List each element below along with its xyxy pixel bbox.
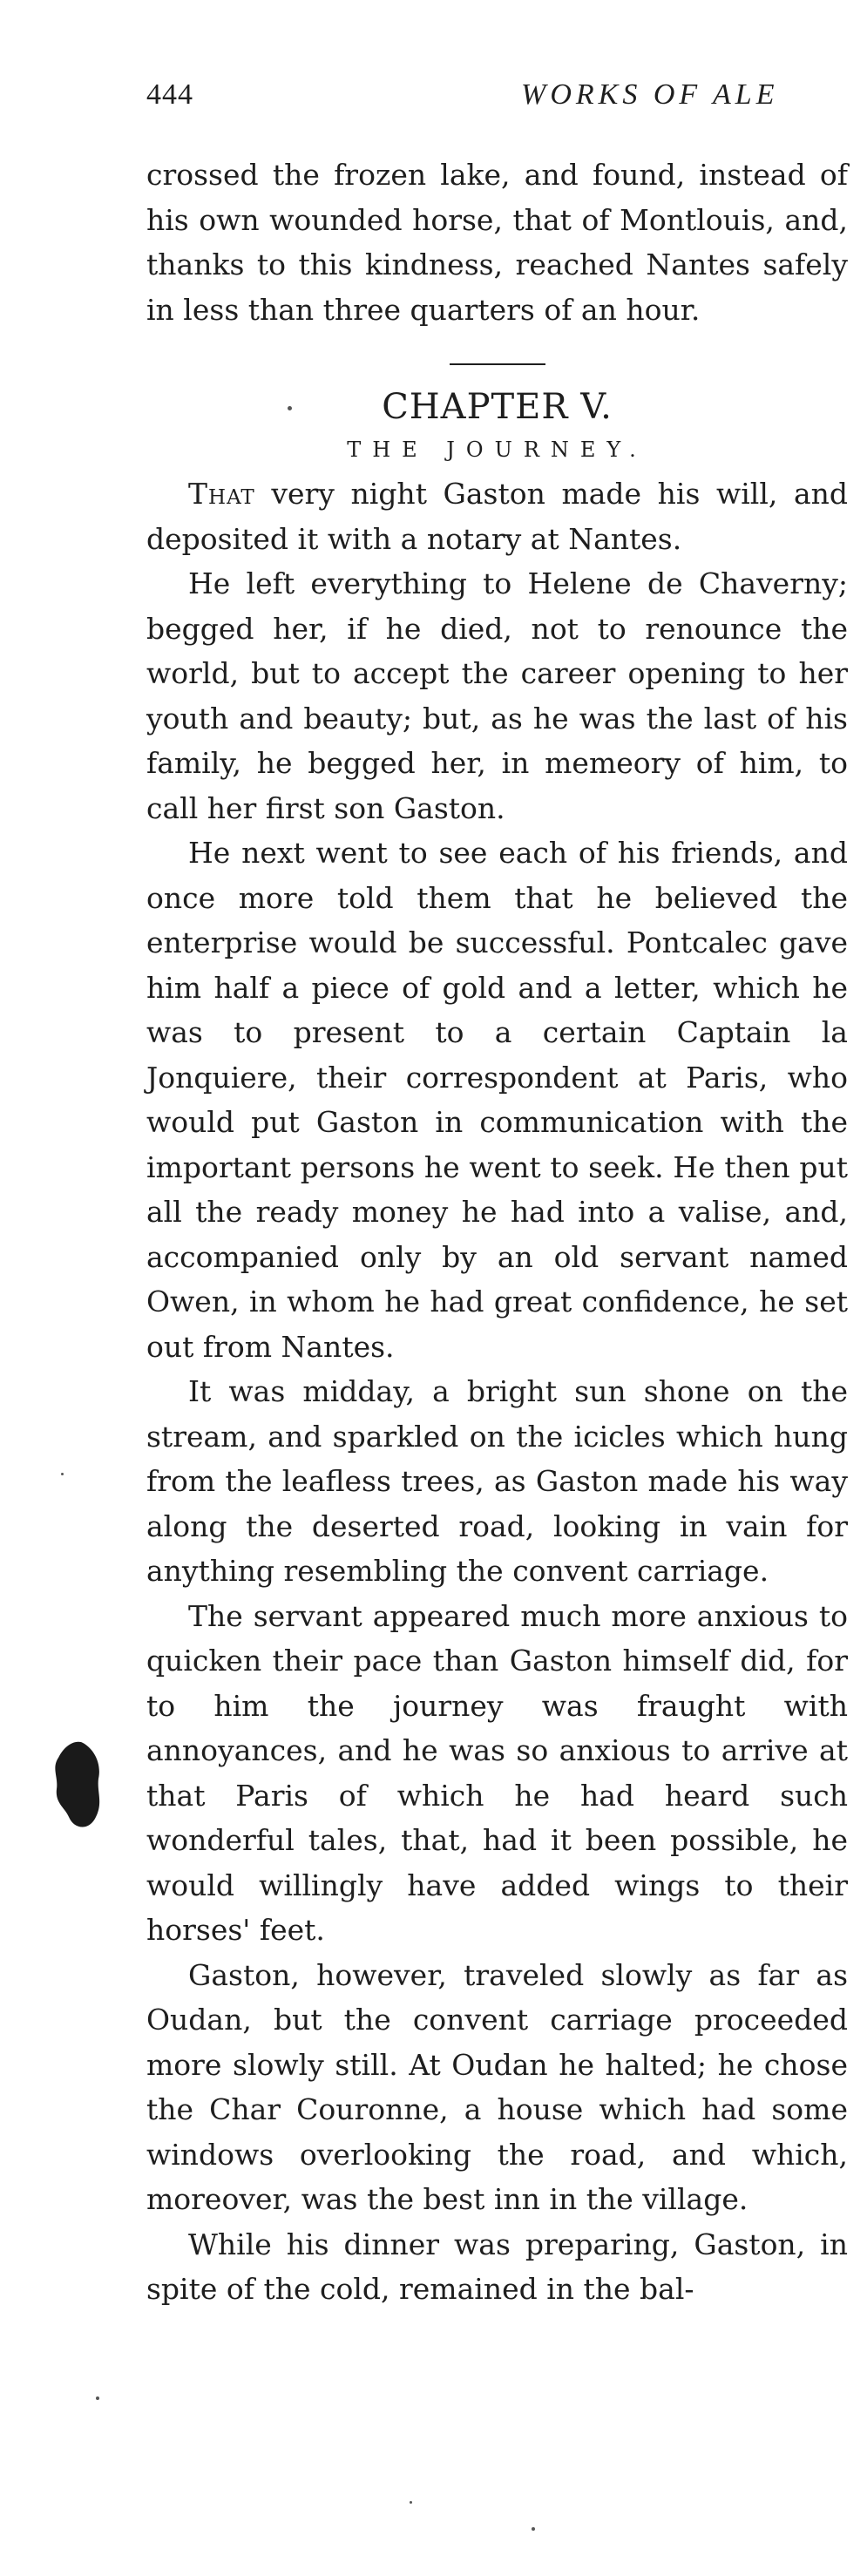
paper-speck [96, 2396, 99, 2400]
paper-speck [410, 2501, 412, 2504]
page-number: 444 [146, 78, 193, 111]
chapter-first-paragraph [146, 471, 848, 561]
section-divider [450, 363, 545, 365]
paragraph: He left everything to Helene de Chaverny; begged her, if he died, not to renounce the world, but to accept the career opening to her youth and beauty; but, as he was the last of his family, he begged her, in memeory of him, to call her first son Gaston. [146, 566, 848, 825]
body-text [146, 153, 848, 2312]
running-title: WORKS OF ALE [521, 78, 779, 111]
ink-blot-mark [48, 1739, 109, 1834]
paper-speck [288, 406, 292, 410]
paper-speck [532, 2527, 535, 2531]
paragraph: The servant appeared much more anxious to quicken their pace than Gaston himself did, for to him the journey was fraught with annoyances, and he was so anxious to arrive at that Paris of which he had heard such wonderful tales, that, had it been possible, he would willingly have added wings to their horses' feet. [146, 1598, 848, 1947]
chapter-heading: CHAPTER V. [382, 387, 613, 427]
first-paragraph-text: very night Gaston made his will, and deposited it with a notary at Nantes. [146, 477, 848, 556]
paragraph: It was midday, a bright sun shone on the stream, and sparkled on the icicles which hung from the leafless trees, as Gaston made his way along the deserted road, looking in vain for anything resembling the convent carriage. [146, 1374, 848, 1588]
paragraph: While his dinner was preparing, Gaston, in spite of the cold, remained in the bal- [146, 2227, 848, 2306]
paper-speck [61, 1473, 64, 1475]
drop-lead-word: That [188, 477, 255, 511]
chapter-subtitle: THE JOURNEY. [347, 437, 647, 462]
paragraph: Gaston, however, traveled slowly as far as Oudan, but the convent carriage proceeded more slowly still. At Oudan he halted; he chose the Char Couronne, a house which had some windows overlooking the road, and which, moreover, was the best inn in the village. [146, 1957, 848, 2216]
paragraph: He next went to see each of his friends, and once more told them that he believed the enterprise would be successful. Pontcalec gave him half a piece of gold and a letter, which he was to present to a certain Captain la Jonquiere, their correspondent at Paris, who would put Gaston in communication with the important persons he went to seek. He then put all the ready money he had into a valise, and, accompanied only by an old servant named Owen, in whom he had great confidence, he set out from Nantes. [146, 836, 848, 1364]
running-head [146, 78, 867, 122]
opening-paragraph: crossed the frozen lake, and found, instead of his own wounded horse, that of Montlouis, and, thanks to this kindness, reached Nantes safely in less than three quarters of an hour. [146, 158, 848, 327]
